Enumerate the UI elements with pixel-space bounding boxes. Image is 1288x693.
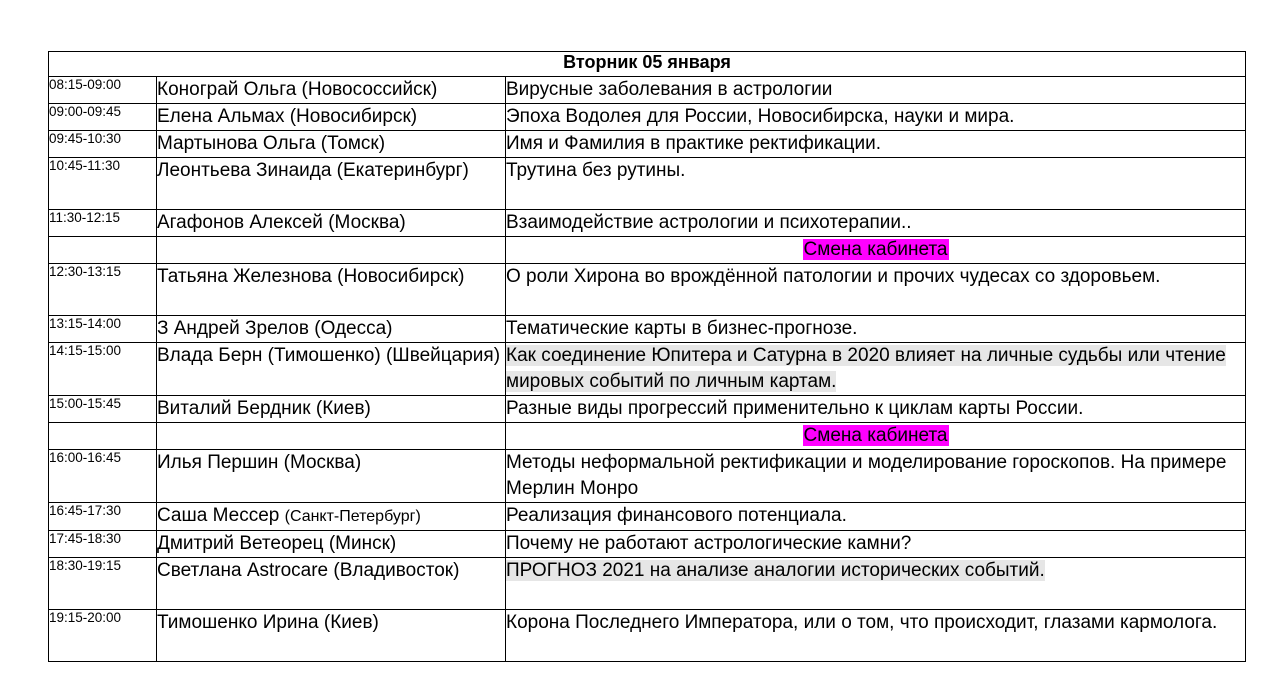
speaker-cell: Светлана Astrocare (Владивосток) (157, 558, 506, 610)
speaker-cell (157, 503, 506, 531)
speaker-cell: Тимошенко Ирина (Киев) (157, 610, 506, 662)
time-cell: 12:30-13:15 (49, 264, 157, 316)
topic-cell: Трутина без рутины. (506, 158, 1246, 210)
speaker-cell: Леонтьева Зинаида (Екатеринбург) (157, 158, 506, 210)
table-row (49, 503, 1246, 531)
time-cell: 15:00-15:45 (49, 396, 157, 423)
speaker-cell: Елена Альмах (Новосибирск) (157, 104, 506, 131)
time-cell: 17:45-18:30 (49, 531, 157, 558)
room-change-cell (506, 237, 1246, 264)
speaker-name: Саша Мессер (157, 505, 285, 526)
highlighted-topic: Как соединение Юпитера и Сатурна в 2020 влияет на личные судьбы или чтение мировых событий по личным картам. (506, 345, 1226, 392)
room-change-label: Смена кабинета (803, 425, 948, 446)
room-change-cell (506, 423, 1246, 450)
topic-cell: Эпоха Водолея для России, Новосибирска, науки и мира. (506, 104, 1246, 131)
topic-cell: Взаимодействие астрологии и психотерапии.. (506, 210, 1246, 237)
empty-cell (157, 237, 506, 264)
speaker-city: (Санкт-Петербург) (284, 508, 421, 525)
table-row (49, 558, 1246, 610)
table-row (49, 531, 1246, 558)
schedule-table (48, 51, 1246, 662)
topic-cell (506, 558, 1246, 610)
table-row (49, 158, 1246, 210)
time-cell: 16:00-16:45 (49, 450, 157, 503)
room-change-row (49, 423, 1246, 450)
speaker-cell: Илья Першин (Москва) (157, 450, 506, 503)
table-row (49, 77, 1246, 104)
topic-cell: О роли Хирона во врождённой патологии и прочих чудесах со здоровьем. (506, 264, 1246, 316)
speaker-cell: Дмитрий Ветеорец (Минск) (157, 531, 506, 558)
speaker-cell: Татьяна Железнова (Новосибирск) (157, 264, 506, 316)
time-cell: 09:00-09:45 (49, 104, 157, 131)
topic-cell (506, 343, 1246, 396)
topic-cell: Тематические карты в бизнес-прогнозе. (506, 316, 1246, 343)
topic-cell: Корона Последнего Императора, или о том, что происходит, глазами кармолога. (506, 610, 1246, 662)
table-row (49, 316, 1246, 343)
highlighted-topic: ПРОГНОЗ 2021 на анализе аналогии исторических событий. (506, 560, 1045, 581)
time-cell: 13:15-14:00 (49, 316, 157, 343)
table-header-row (49, 52, 1246, 77)
table-row (49, 610, 1246, 662)
schedule-title: Вторник 05 января (49, 52, 1246, 77)
table-row (49, 104, 1246, 131)
time-cell: 10:45-11:30 (49, 158, 157, 210)
speaker-cell: Агафонов Алексей (Москва) (157, 210, 506, 237)
table-row (49, 264, 1246, 316)
topic-cell: Реализация финансового потенциала. (506, 503, 1246, 531)
table-row (49, 450, 1246, 503)
topic-cell: Имя и Фамилия в практике ректификации. (506, 131, 1246, 158)
empty-cell (49, 237, 157, 264)
speaker-cell: З Андрей Зрелов (Одесса) (157, 316, 506, 343)
table-row (49, 131, 1246, 158)
speaker-cell: Влада Берн (Тимошенко) (Швейцария) (157, 343, 506, 396)
room-change-label: Смена кабинета (803, 239, 948, 260)
room-change-row (49, 237, 1246, 264)
speaker-cell: Виталий Бердник (Киев) (157, 396, 506, 423)
time-cell: 09:45-10:30 (49, 131, 157, 158)
time-cell: 19:15-20:00 (49, 610, 157, 662)
empty-cell (49, 423, 157, 450)
table-row (49, 396, 1246, 423)
empty-cell (157, 423, 506, 450)
time-cell: 18:30-19:15 (49, 558, 157, 610)
table-row (49, 343, 1246, 396)
topic-cell: Разные виды прогрессий применительно к циклам карты России. (506, 396, 1246, 423)
time-cell: 14:15-15:00 (49, 343, 157, 396)
speaker-cell: Мартынова Ольга (Томск) (157, 131, 506, 158)
topic-cell: Методы неформальной ректификации и моделирование гороскопов. На примере Мерлин Монро (506, 450, 1246, 503)
time-cell: 08:15-09:00 (49, 77, 157, 104)
table-row (49, 210, 1246, 237)
speaker-cell: Конограй Ольга (Новососсийск) (157, 77, 506, 104)
topic-cell: Вирусные заболевания в астрологии (506, 77, 1246, 104)
time-cell: 11:30-12:15 (49, 210, 157, 237)
topic-cell: Почему не работают астрологические камни? (506, 531, 1246, 558)
time-cell: 16:45-17:30 (49, 503, 157, 531)
